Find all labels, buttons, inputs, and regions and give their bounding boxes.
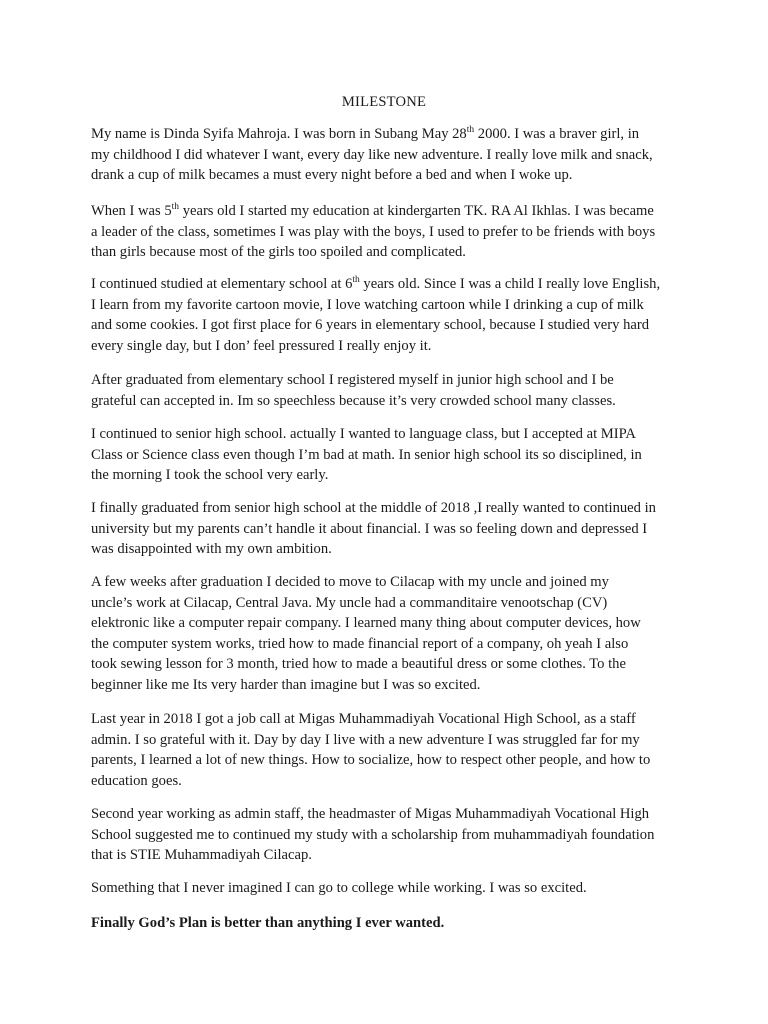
- paragraph-job: [91, 709, 691, 791]
- paragraph-line: I continued to senior high school. actually I wanted to language class, but I accepted at MIPA: [91, 426, 636, 442]
- paragraph-college: [91, 878, 691, 899]
- paragraph-line: that is STIE Muhammadiyah Cilacap.: [91, 847, 312, 863]
- paragraph-line: was disappointed with my own ambition.: [91, 541, 332, 557]
- paragraph-junior-high: [91, 370, 691, 411]
- paragraph-cilacap: [91, 572, 691, 695]
- paragraph-line: parents, I learned a lot of new things. How to socialize, how to respect other people, and how to: [91, 752, 651, 768]
- paragraph-line: I finally graduated from senior high school at the middle of 2018 ,I really wanted to continued in: [91, 500, 656, 516]
- paragraph-elementary: [91, 274, 691, 356]
- paragraph-line: uncle’s work at Cilacap, Central Java. My uncle had a commanditaire venootschap (CV): [91, 594, 608, 611]
- paragraph-line: grateful can accepted in. Im so speechless because it’s very crowded school many classes.: [91, 392, 616, 409]
- paragraph-line: I learn from my favorite cartoon movie, I love watching cartoon while I drinking a cup of milk: [91, 296, 644, 313]
- paragraph-line: School suggested me to continued my study with a scholarship from muhammadiyah foundation: [91, 826, 655, 843]
- paragraph-line: My name is Dinda Syifa Mahroja. I was born in Subang May 28th 2000. I was a braver girl, in: [91, 125, 640, 142]
- paragraph-line: beginner like me Its very harder than imagine but I was so excited.: [91, 676, 481, 693]
- paragraph-line: a leader of the class, sometimes I was play with the boys, I used to prefer to be friends with boys: [91, 223, 656, 240]
- paragraph-senior-high: [91, 424, 691, 486]
- paragraph-line: Last year in 2018 I got a job call at Migas Muhammadiyah Vocational High School, as a staff: [91, 711, 636, 727]
- paragraph-graduation: [91, 498, 691, 560]
- paragraph-kindergarten: [91, 201, 691, 263]
- paragraph-line: my childhood I did whatever I want, every day like new adventure. I really love milk and snack,: [91, 146, 653, 163]
- paragraph-line: education goes.: [91, 772, 182, 789]
- paragraph-line: admin. I so grateful with it. Day by day I live with a new adventure I was struggled far for my: [91, 731, 640, 748]
- paragraph-line: than girls because most of the girls too spoiled and complicated.: [91, 244, 466, 260]
- document-title: MILESTONE: [341, 94, 427, 110]
- paragraph-line: When I was 5th years old I started my education at kindergarten TK. RA Al Ikhlas. I was became: [91, 202, 654, 219]
- paragraph-line: and some cookies. I got first place for 6 years in elementary school, because I studied very hard: [91, 317, 650, 333]
- paragraph-line: After graduated from elementary school I registered myself in junior high school and I be: [91, 372, 614, 388]
- paragraph-line: elektronic like a computer repair company. I learned many thing about computer devices, how: [91, 615, 641, 631]
- paragraph-line: every single day, but I don’ feel pressured I really enjoy it.: [91, 337, 432, 354]
- paragraph-intro: [91, 124, 691, 186]
- paragraph-closing: [91, 913, 691, 934]
- paragraph-line: A few weeks after graduation I decided to move to Cilacap with my uncle and joined my: [91, 574, 609, 590]
- paragraph-line: took sewing lesson for 3 month, tried how to made a beautiful dress or some clothes. To the: [91, 656, 626, 672]
- paragraph-scholarship: [91, 804, 691, 866]
- paragraph-line: Finally God’s Plan is better than anything I ever wanted.: [91, 915, 445, 931]
- paragraph-line: the morning I took the school very early.: [91, 467, 329, 483]
- paragraph-line: university but my parents can’t handle it about financial. I was so feeling down and depressed I: [91, 520, 648, 537]
- paragraph-line: Second year working as admin staff, the headmaster of Migas Muhammadiyah Vocational High: [91, 806, 650, 822]
- paragraph-line: Something that I never imagined I can go to college while working. I was so excited.: [91, 880, 587, 896]
- paragraph-line: the computer system works, tried how to made financial report of a company, oh yeah I also: [91, 635, 629, 652]
- paragraph-line: Class or Science class even though I’m bad at math. In senior high school its so disciplined, in: [91, 446, 642, 463]
- paragraph-line: I continued studied at elementary school at 6th years old. Since I was a child I really love English,: [91, 275, 661, 292]
- paragraph-line: drank a cup of milk becames a must every night before a bed and when I woke up.: [91, 167, 573, 183]
